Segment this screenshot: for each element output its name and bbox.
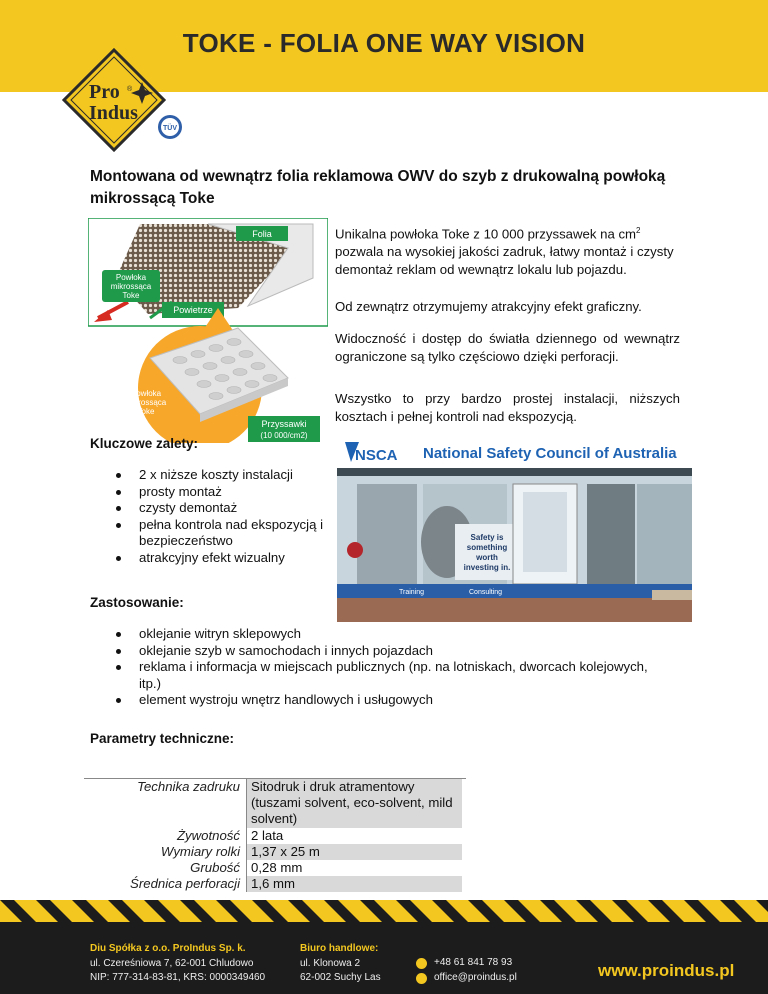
footer-company: Diu Spółka z o.o. ProIndus Sp. k. ul. Czereśniowa 7, 62-001 Chludowo NIP: 777-314-83-81, KRS: 0000349460 <box>90 943 266 983</box>
phone-icon <box>416 958 427 969</box>
svg-text:Consulting: Consulting <box>469 589 503 596</box>
list-item: oklejanie witryn sklepowych <box>112 626 652 643</box>
params-table <box>84 778 466 892</box>
svg-text:worth: worth <box>476 553 498 562</box>
svg-text:Folia: Folia <box>252 229 272 239</box>
svg-text:National Safety Council of Aus: National Safety Council of Australia <box>423 445 677 462</box>
svg-text:something: something <box>466 543 508 552</box>
svg-text:Toke: Toke <box>122 291 140 300</box>
proindus-logo <box>62 48 166 152</box>
list-item: atrakcyjny efekt wizualny <box>112 550 330 567</box>
svg-text:investing in.: investing in. <box>463 563 511 572</box>
svg-text:Powłoka: Powłoka <box>130 389 162 398</box>
svg-text:mikrossąca: mikrossąca <box>110 282 152 291</box>
svg-text:®: ® <box>127 86 133 93</box>
svg-text:mikrossąca: mikrossąca <box>125 398 167 407</box>
intro-paragraph-4: Wszystko to przy bardzo prostej instalacji, niższych kosztach i pełnej kontroli nad ekspozycją. <box>335 391 680 424</box>
coating-diagram <box>88 218 328 443</box>
applications-list <box>112 626 652 709</box>
advantages-title: Kluczowe zalety: <box>90 436 199 451</box>
email-link[interactable]: office@proindus.pl <box>434 971 517 983</box>
svg-text:Indus: Indus <box>89 102 138 124</box>
list-item: element wystroju wnętrz handlowych i usługowych <box>112 692 652 709</box>
applications-title: Zastosowanie: <box>90 595 184 610</box>
svg-text:Training: Training <box>399 589 425 596</box>
params-title: Parametry techniczne: <box>90 731 235 746</box>
list-item: oklejanie szyb w samochodach i innych pojazdach <box>112 643 652 660</box>
list-item: prosty montaż <box>112 484 330 501</box>
intro-paragraph-3: Widoczność i dostęp do światła dziennego od wewnątrz ograniczone są tylko częściowo dzięki perforacji. <box>335 331 680 364</box>
table-row: Żywotność 2 lata <box>84 828 466 844</box>
svg-text:Pro: Pro <box>89 81 120 103</box>
storefront-photo <box>337 432 692 622</box>
svg-text:(10 000/cm2): (10 000/cm2) <box>260 431 308 440</box>
svg-text:Przyssawki: Przyssawki <box>261 419 307 429</box>
product-heading: Montowana od wewnątrz folia reklamowa OWV do szyb z drukowalną powłoką mikrossącą Toke <box>90 168 666 207</box>
hazard-stripes <box>0 900 768 922</box>
footer-office: Biuro handlowe: ul. Klonowa 2 62-002 Suchy Las <box>300 943 381 983</box>
tuv-certificate-icon <box>157 114 183 140</box>
table-row: Wymiary rolki 1,37 x 25 m <box>84 844 466 860</box>
svg-text:Toke: Toke <box>137 407 155 416</box>
svg-text:Powłoka: Powłoka <box>115 273 147 282</box>
svg-text:Safety is: Safety is <box>470 533 504 542</box>
list-item: czysty demontaż <box>112 500 330 517</box>
svg-text:NSCA: NSCA <box>355 447 398 464</box>
phone-link[interactable]: +48 61 841 78 93 <box>434 957 513 968</box>
intro-paragraph-1: Unikalna powłoka Toke z 10 000 przyssawek na $cm^2$ pozwala na wysokiej jakości zadruk, łatwy montaż i czysty demontaż reklam od wewnątrz lokalu lub pojazdu. <box>335 226 674 278</box>
list-item: pełna kontrola nad ekspozycją i bezpieczeństwo <box>112 517 330 550</box>
list-item: reklama i informacja w miejscach publicznych (np. na lotniskach, dworcach kolejowych, itp.) <box>112 659 652 692</box>
table-row: Średnica perforacji 1,6 mm <box>84 876 466 892</box>
list-item: 2 x niższe koszty instalacji <box>112 467 330 484</box>
svg-text:TÜV: TÜV <box>163 125 177 132</box>
table-row: Technika zadruku Sitodruk i druk atramentowy (tuszami solvent, eco-solvent, mild solvent) <box>84 778 466 828</box>
footer-contacts <box>434 956 517 985</box>
website-link[interactable]: www.proindus.pl <box>598 961 735 980</box>
email-icon <box>416 973 427 984</box>
svg-text:Powietrze: Powietrze <box>173 305 213 315</box>
page-title: TOKE - FOLIA ONE WAY VISION <box>182 28 586 58</box>
advantages-list <box>112 467 330 566</box>
intro-paragraph-2: Od zewnątrz otrzymujemy atrakcyjny efekt graficzny. <box>335 299 642 314</box>
table-row: Grubość 0,28 mm <box>84 860 466 876</box>
